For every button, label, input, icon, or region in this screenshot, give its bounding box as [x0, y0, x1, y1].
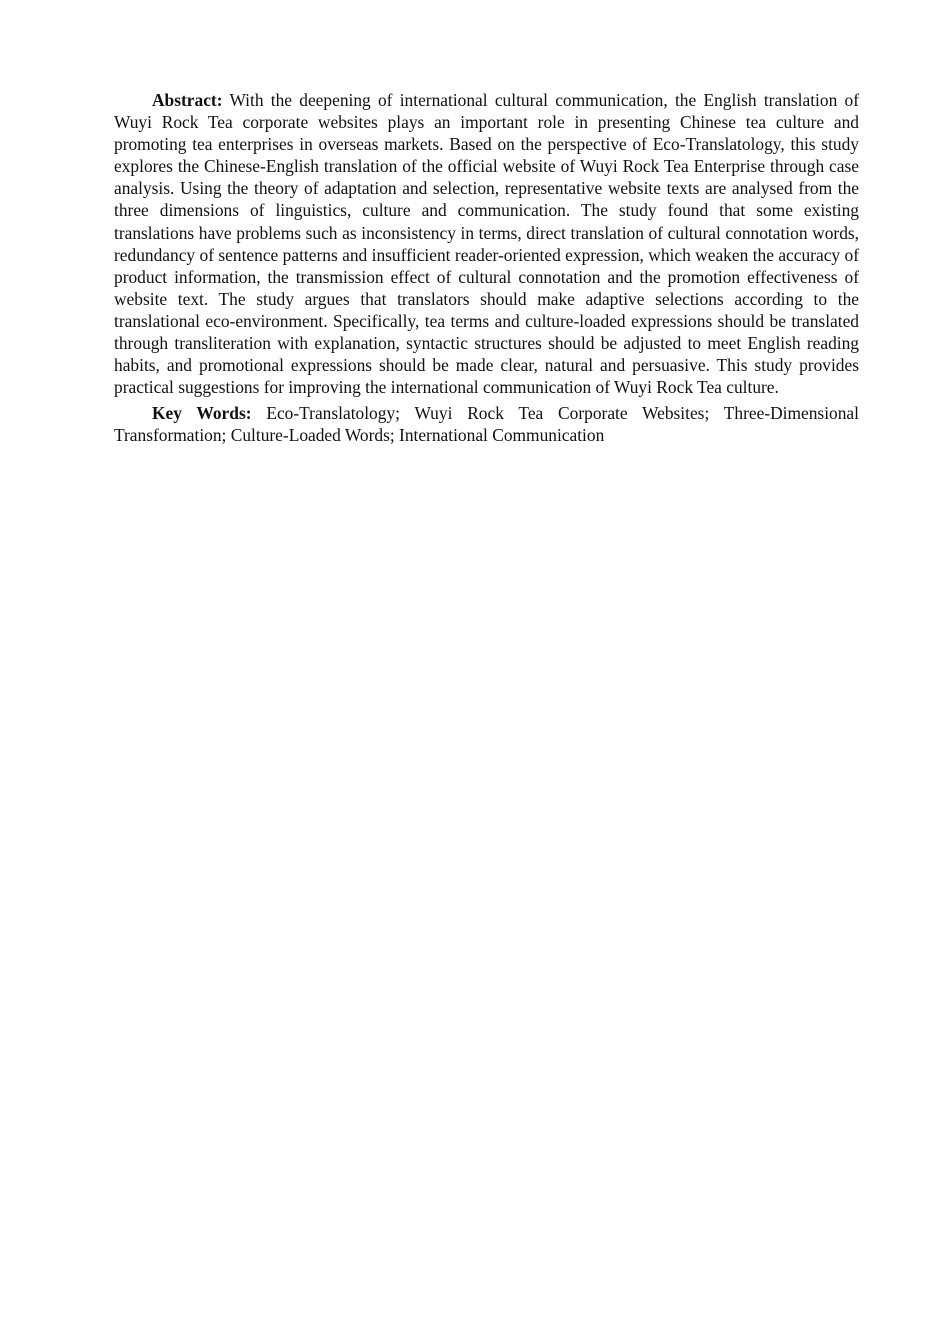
keywords-label: Key Words: [152, 403, 252, 424]
abstract-text: With the deepening of international cultural communication, the English translation of Wuyi Rock Tea corporate websites plays an important role in presenting Chinese tea culture and promoting tea enterprises in overseas markets. Based on the perspective of Eco-Translatology, this study explores the Chinese-English translation of the official website of Wuyi Rock Tea Enterprise through case analysis. Using the theory of adaptation and selection, representative website texts are analysed from the three dimensions of linguistics, culture and communication. The study found that some existing translations have problems such as inconsistency in terms, direct translation of cultural connotation words, redundancy of sentence patterns and insufficient reader-oriented expression, which weaken the accuracy of product information, the transmission effect of cultural connotation and the promotion effectiveness of website text. The study argues that translators should make adaptive selections according to the translational eco-environment. Specifically, tea terms and culture-loaded expressions should be translated through transliteration with explanation, syntactic structures should be adjusted to meet English reading habits, and promotional expressions should be made clear, natural and persuasive. This study provides practical suggestions for improving the international communication of Wuyi Rock Tea culture. [114, 90, 859, 398]
abstract-label: Abstract: [152, 90, 223, 110]
abstract-paragraph [114, 89, 859, 398]
keywords-text: Eco-Translatology; Wuyi Rock Tea Corporate Websites; Three-Dimensional Transformation; Culture-Loaded Words; International Communication [114, 403, 859, 446]
abstract-section [114, 89, 859, 447]
keywords-paragraph [114, 402, 859, 446]
